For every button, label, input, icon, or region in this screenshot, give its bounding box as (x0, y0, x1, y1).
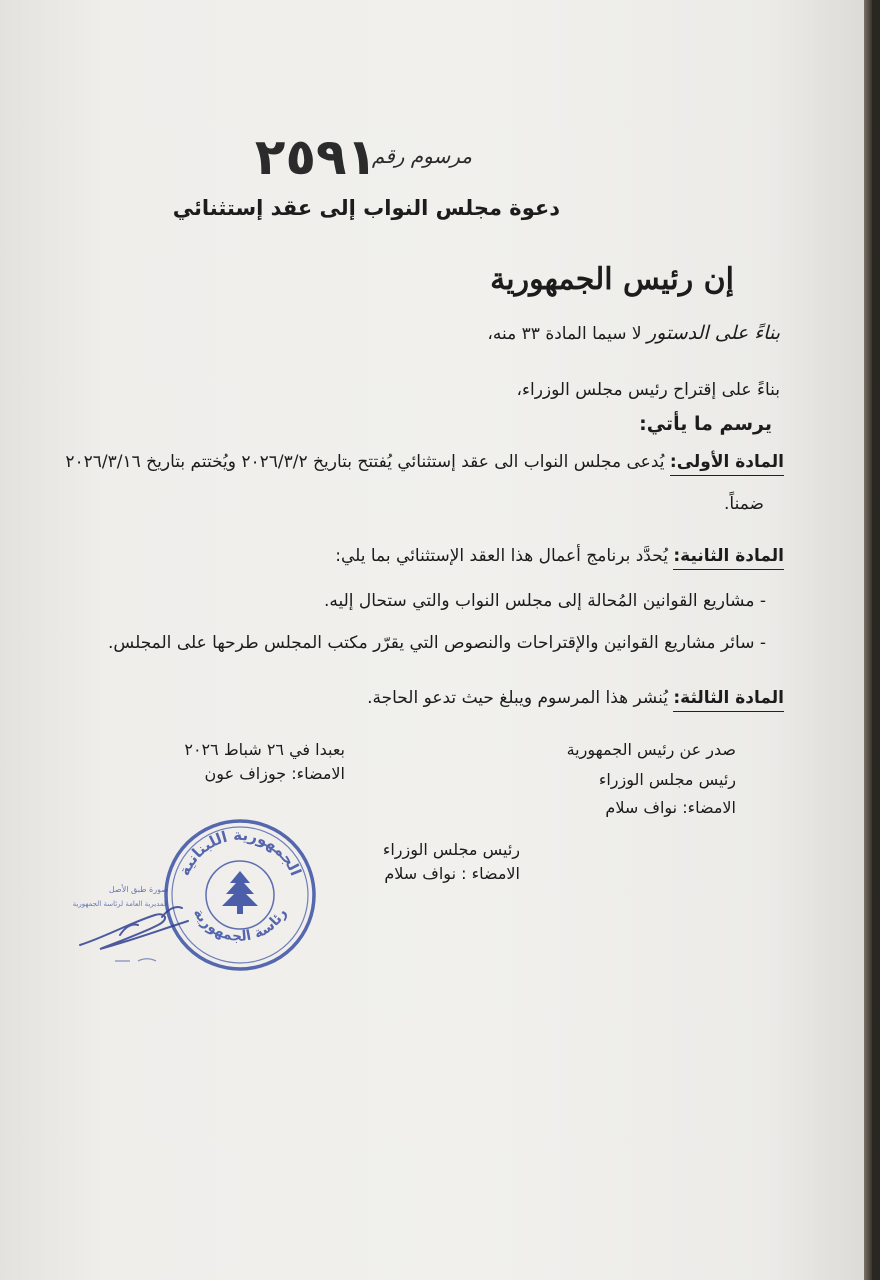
article-second-bullet-2: - سائر مشاريع القوانين والإقتراحات والنصوص التي يقرّر مكتب المجلس طرحها على المجلس. (108, 633, 766, 653)
decrees-heading: يرسم ما يأتي: (639, 413, 772, 435)
basis-constitution-suffix: لا سيما المادة ٣٣ منه، (487, 324, 642, 344)
seal-text-bottom: رئاسة الجمهورية (189, 905, 291, 945)
article-third (367, 688, 784, 708)
certified-copy-line-1: صورة طبق الأصل (108, 885, 168, 894)
article-first-label: المادة الأولى: (670, 452, 784, 476)
article-second (335, 546, 784, 566)
pm-title-right: رئيس مجلس الوزراء (598, 770, 736, 789)
article-third-text: يُنشر هذا المرسوم ويبلغ حيث تدعو الحاجة. (367, 688, 668, 708)
place-date: بعبدا في ٢٦ شباط ٢٠٢٦ (184, 740, 345, 759)
article-first-text: يُدعى مجلس النواب الى عقد إستثنائي يُفتتح بتاريخ ٢٠٢٦/٣/٢ ويُختتم بتاريخ ٢٠٢٦/٣/١٦ (65, 452, 665, 472)
issued-by: صدر عن رئيس الجمهورية (566, 740, 736, 759)
decree-label: مرسوم رقم (371, 144, 472, 168)
basis-constitution (487, 322, 780, 344)
seal-text-top: الجمهورية اللبنانية (175, 825, 305, 879)
president-heading: إن رئيس الجمهورية (490, 262, 734, 297)
svg-text:الجمهورية اللبنانية (175, 826, 305, 878)
article-second-label: المادة الثانية: (673, 546, 784, 570)
basis-constitution-prefix: بناءً على الدستور (647, 322, 780, 344)
article-first (65, 452, 784, 472)
certified-copy-line-2: المديرية العامة لرئاسة الجمهورية (72, 900, 168, 908)
pm-title-center: رئيس مجلس الوزراء (382, 840, 520, 859)
cedar-icon (222, 871, 258, 914)
article-second-text: يُحدَّد برنامج أعمال هذا العقد الإستثنائي بما يلي: (335, 546, 668, 566)
decree-number: ٢٥٩١ (254, 128, 377, 186)
pm-signature-right: الامضاء: نواف سلام (605, 798, 736, 817)
pm-signature-center: الامضاء : نواف سلام (384, 864, 520, 883)
basis-proposal: بناءً على إقتراح رئيس مجلس الوزراء، (516, 380, 780, 400)
decree-subject: دعوة مجلس النواب إلى عقد إستثنائي (172, 196, 560, 220)
article-third-label: المادة الثالثة: (673, 688, 784, 712)
president-signature: الامضاء: جوزاف عون (204, 764, 345, 783)
page-edge (864, 0, 872, 1280)
handwritten-signature (60, 875, 200, 965)
article-second-bullet-1: - مشاريع القوانين المُحالة إلى مجلس النواب والتي ستحال إليه. (323, 591, 766, 611)
article-first-continuation: ضمناً. (724, 494, 764, 514)
